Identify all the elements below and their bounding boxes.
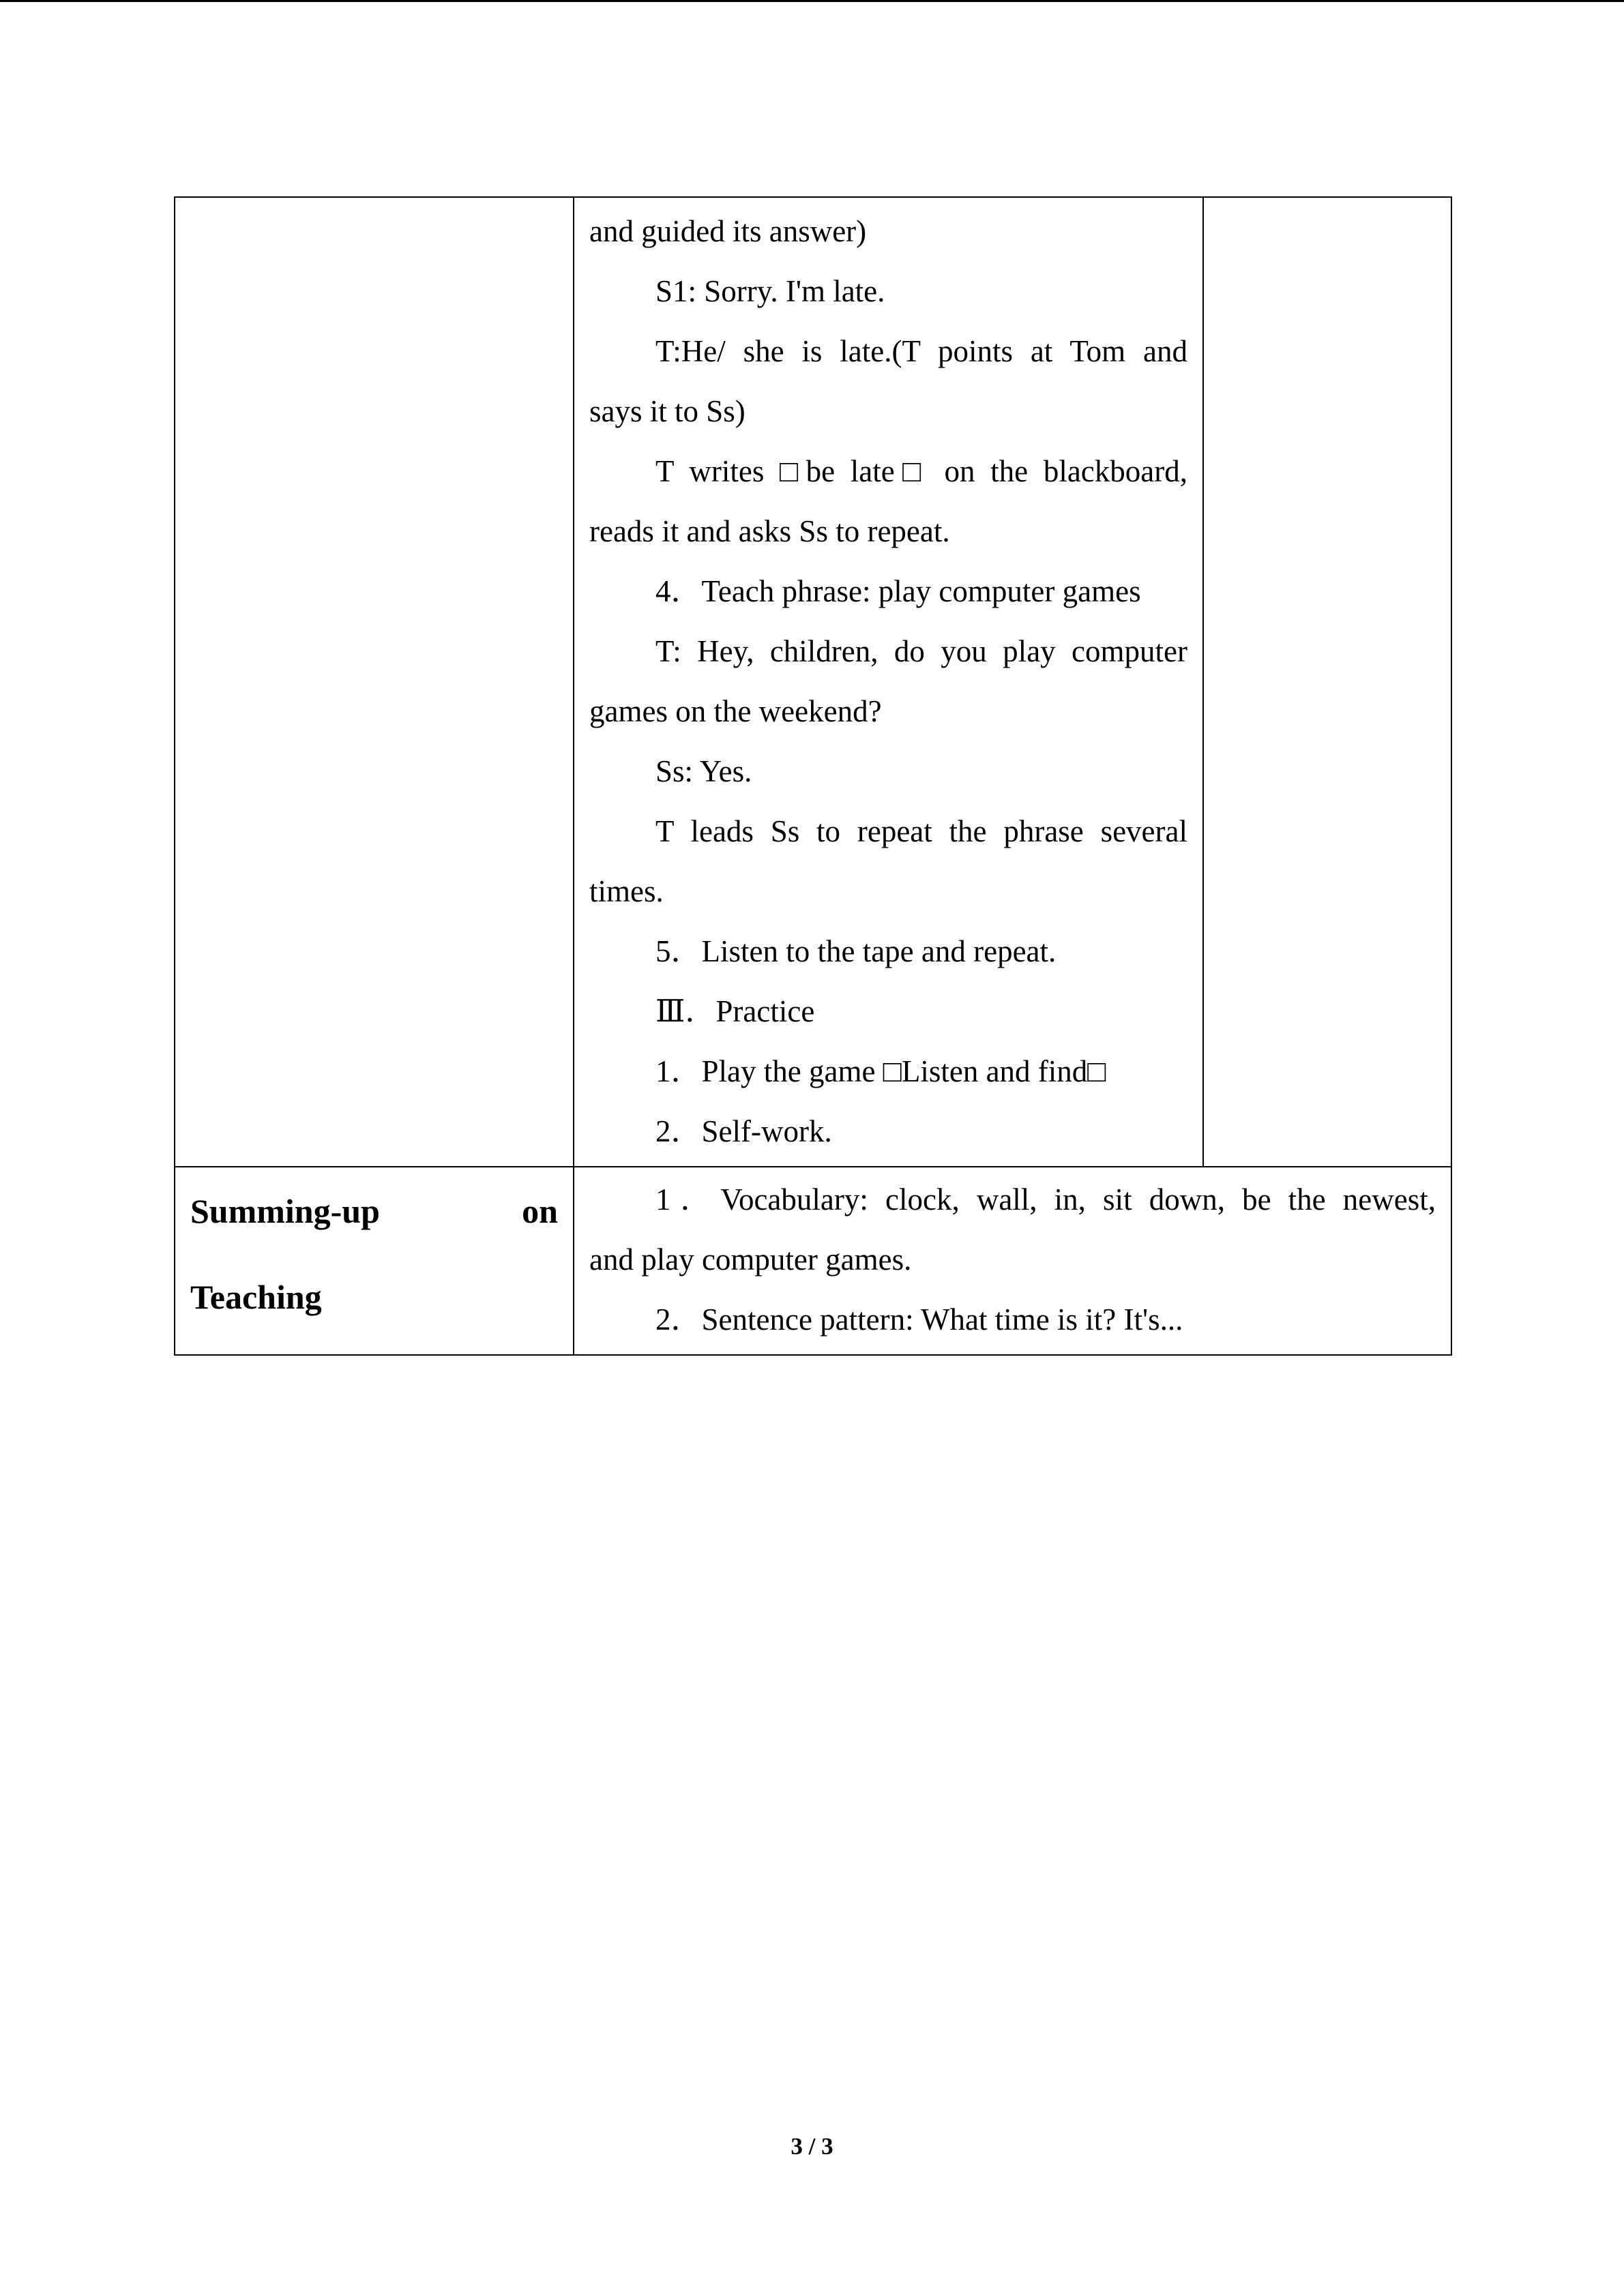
summing-up-label: Summing-up on bbox=[190, 1192, 558, 1230]
summing-up-label-cont: Teaching bbox=[190, 1278, 322, 1316]
procedure-line: 1．Play the game □Listen and find□ bbox=[655, 1054, 1106, 1088]
procedure-line: times. bbox=[589, 874, 664, 908]
summary-line: and play computer games. bbox=[589, 1242, 912, 1277]
table-row bbox=[175, 197, 1451, 1167]
procedure-line: T leads Ss to repeat the phrase several bbox=[655, 814, 1187, 848]
table-row bbox=[175, 1167, 1451, 1355]
procedure-line: says it to Ss) bbox=[589, 394, 745, 428]
procedure-line: reads it and asks Ss to repeat. bbox=[589, 514, 950, 548]
summing-up-content-cell bbox=[574, 1167, 1451, 1355]
lesson-plan-table bbox=[174, 196, 1452, 1356]
top-border-line bbox=[0, 0, 1624, 2]
procedure-line: Ss: Yes. bbox=[655, 754, 752, 788]
stage-label-cell bbox=[175, 197, 574, 1167]
summary-line: 1．Vocabulary: clock, wall, in, sit down, be the newest, bbox=[655, 1182, 1436, 1217]
procedure-line: 2．Self-work. bbox=[655, 1114, 832, 1148]
procedure-line: 4．Teach phrase: play computer games bbox=[655, 574, 1141, 608]
page-number: 3 / 3 bbox=[791, 2133, 833, 2160]
procedure-line: T: Hey, children, do you play computer bbox=[655, 634, 1187, 668]
summary-line: 2．Sentence pattern: What time is it? It's... bbox=[655, 1302, 1183, 1337]
procedure-line: S1: Sorry. I'm late. bbox=[655, 274, 885, 308]
procedure-line: T writes □be late□ on the blackboard, bbox=[655, 454, 1187, 488]
procedure-line: 5．Listen to the tape and repeat. bbox=[655, 934, 1057, 968]
procedure-cell bbox=[574, 197, 1203, 1167]
procedure-line: Ⅲ．Practice bbox=[655, 994, 815, 1028]
procedure-line: games on the weekend? bbox=[589, 694, 882, 728]
procedure-line: T:He/ she is late.(T points at Tom and bbox=[655, 334, 1187, 368]
summing-up-label-cell bbox=[175, 1167, 574, 1355]
notes-cell bbox=[1203, 197, 1451, 1167]
procedure-line: and guided its answer) bbox=[589, 214, 867, 248]
